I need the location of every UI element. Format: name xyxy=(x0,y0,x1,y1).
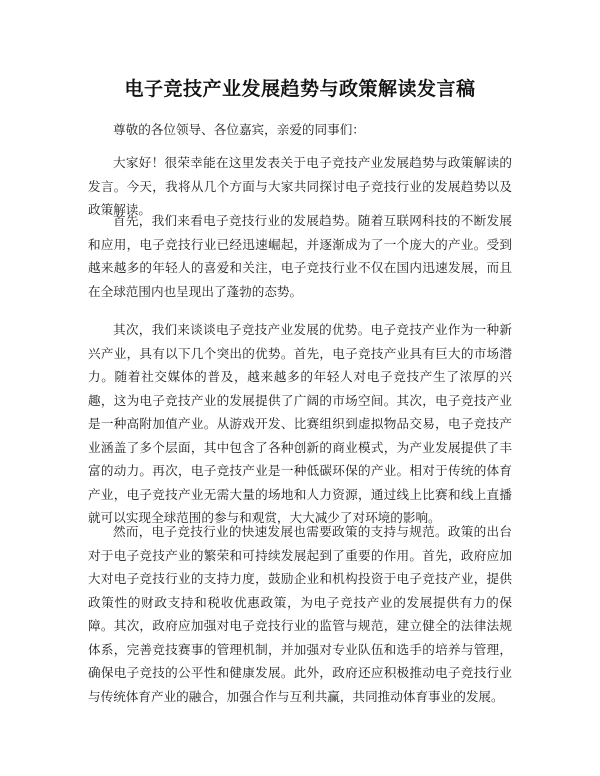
paragraph-trends: 首先，我们来看电子竞技行业的发展趋势。随着互联网科技的不断发展和应用，电子竞技行业已经迅速崛起，并逐渐成为了一个庞大的产业。受到越来越多的年轻人的喜爱和关注，电子竞技行业不仅在国内迅速发展，而且在全球范围内也呈现出了蓬勃的态势。 xyxy=(88,213,512,299)
paragraph-intro: 大家好！很荣幸能在这里发表关于电子竞技产业发展趋势与政策解读的发言。今天，我将从几个方面与大家共同探讨电子竞技行业的发展趋势以及政策解读。 xyxy=(88,155,512,217)
paragraph-policy: 然而，电子竞技行业的快速发展也需要政策的支持与规范。政策的出台对于电子竞技产业的繁荣和可持续发展起到了重要的作用。首先，政府应加大对电子竞技行业的支持力度，鼓励企业和机构投资于电子竞技产业，提供政策性的财政支持和税收优惠政策，为电子竞技产业的发展提供有力的保障。其次，政府应加强对电子竞技行业的监管与规范，建立健全的法律法规体系，完善竞技赛事的管理机制，并加强对专业队伍和选手的培养与管理，确保电子竞技的公平性和健康发展。此外，政府还应积极推动电子竞技行业与传统体育产业的融合，加强合作与互利共赢，共同推动体育事业的发展。 xyxy=(88,524,512,704)
paragraph-advantages: 其次，我们来谈谈电子竞技产业发展的优势。电子竞技产业作为一种新兴产业，具有以下几个突出的优势。首先，电子竞技产业具有巨大的市场潜力。随着社交媒体的普及，越来越多的年轻人对电子竞技产生了浓厚的兴趣，这为电子竞技产业的发展提供了广阔的市场空间。其次，电子竞技产业是一种高附加值产业。从游戏开发、比赛组织到虚拟物品交易，电子竞技产业涵盖了多个层面，其中包含了各种创新的商业模式，为产业发展提供了丰富的动力。再次，电子竞技产业是一种低碳环保的产业。相对于传统的体育产业，电子竞技产业无需大量的场地和人力资源，通过线上比赛和线上直播就可以实现全球范围的参与和观赏，大大减少了对环境的影响。 xyxy=(88,322,512,525)
document-title: 电子竞技产业发展趋势与政策解读发言稿 xyxy=(124,78,476,100)
greeting-paragraph: 尊敬的各位领导、各位嘉宾，亲爱的同事们： xyxy=(113,122,365,137)
